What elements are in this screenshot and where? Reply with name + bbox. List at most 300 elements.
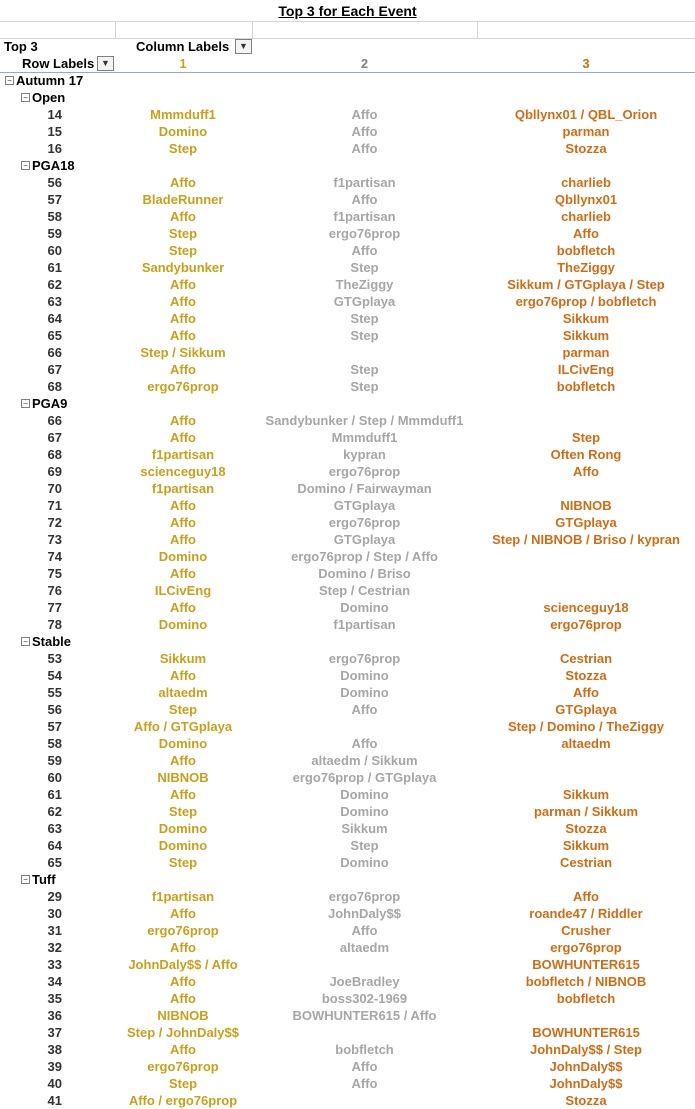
third-place-cell: Sikkum / GTGplaya / Step <box>507 277 665 292</box>
first-place-cell: JohnDaly$$ / Affo <box>128 957 238 972</box>
first-place-cell: f1partisan <box>151 447 215 462</box>
row-number-cell: 73 <box>47 532 62 547</box>
filter-funnel-icon: ▼ <box>239 41 248 51</box>
second-place-cell: Domino <box>340 685 389 700</box>
row-number-cell: 60 <box>47 770 62 785</box>
table-row <box>0 378 695 395</box>
row-number-cell: 31 <box>47 923 62 938</box>
table-row <box>0 735 695 752</box>
second-place-cell: f1partisan <box>333 175 396 190</box>
second-place-cell: ergo76prop <box>328 889 401 904</box>
table-row <box>0 293 695 310</box>
first-place-cell: Affo <box>170 277 196 292</box>
third-place-cell: charlieb <box>561 175 611 190</box>
row-number-cell: 59 <box>47 753 62 768</box>
row-number-cell: 37 <box>47 1025 62 1040</box>
row-filter-button[interactable] <box>97 56 114 71</box>
third-place-cell: charlieb <box>561 209 611 224</box>
third-place-cell: Crusher <box>561 923 611 938</box>
third-place-cell: bobfletch <box>556 379 616 394</box>
blank-row <box>0 21 695 39</box>
third-place-cell: Affo <box>573 226 599 241</box>
third-place-cell: parman / Sikkum <box>533 804 639 819</box>
third-place-cell: Sikkum <box>562 311 610 326</box>
first-place-cell: altaedm <box>158 685 208 700</box>
row-number-cell: 70 <box>47 481 62 496</box>
group-label-text: PGA9 <box>32 396 68 411</box>
event-label <box>21 89 65 106</box>
first-place-cell: Affo <box>170 787 196 802</box>
column-labels-header: Column Labels <box>136 39 230 54</box>
third-place-cell: Stozza <box>565 821 607 836</box>
table-row <box>0 208 695 225</box>
table-row <box>0 514 695 531</box>
row-number-cell: 69 <box>47 464 62 479</box>
row-number-cell: 35 <box>47 991 62 1006</box>
second-place-cell: Domino <box>340 804 389 819</box>
row-number-cell: 36 <box>47 1008 62 1023</box>
collapse-minus-icon[interactable]: − <box>5 76 14 85</box>
second-place-cell: f1partisan <box>333 209 396 224</box>
second-place-cell: Sandybunker / Step / Mmmduff1 <box>265 413 464 428</box>
event-group-row <box>0 395 695 412</box>
first-place-cell: BladeRunner <box>142 192 224 207</box>
event-label <box>21 871 56 888</box>
table-row <box>0 922 695 939</box>
group-label-text: Open <box>32 90 66 105</box>
table-row <box>0 752 695 769</box>
group-label-text: Tuff <box>32 872 56 887</box>
third-place-cell: Step / Domino / TheZiggy <box>508 719 664 734</box>
event-group-row <box>0 871 695 888</box>
second-place-cell: Step <box>350 311 379 326</box>
first-place-cell: Step <box>168 804 198 819</box>
group-label-text: PGA18 <box>32 158 75 173</box>
third-place-cell: parman <box>562 345 610 360</box>
table-row <box>0 123 695 140</box>
first-place-cell: Step / JohnDaly$$ <box>127 1025 239 1040</box>
column-filter-button[interactable] <box>235 39 252 54</box>
third-place-cell: ergo76prop / bobfletch <box>515 294 657 309</box>
first-place-cell: f1partisan <box>151 889 215 904</box>
table-row <box>0 990 695 1007</box>
second-place-cell: Affo <box>351 1076 378 1091</box>
table-row <box>0 106 695 123</box>
first-place-cell: Affo <box>170 175 196 190</box>
first-place-cell: Affo <box>170 362 196 377</box>
row-number-cell: 71 <box>47 498 62 513</box>
second-place-cell: Domino <box>340 668 389 683</box>
table-row <box>0 1024 695 1041</box>
first-place-cell: Affo <box>170 566 196 581</box>
table-row <box>0 718 695 735</box>
row-number-cell: 77 <box>47 600 62 615</box>
table-row <box>0 888 695 905</box>
row-number-cell: 60 <box>47 243 62 258</box>
event-group-row <box>0 157 695 174</box>
second-place-cell: Step / Cestrian <box>318 583 411 598</box>
third-place-cell: Stozza <box>565 1093 607 1108</box>
third-place-cell: Cestrian <box>559 855 613 870</box>
row-number-cell: 57 <box>47 192 62 207</box>
third-place-cell: Often Rong <box>550 447 622 462</box>
third-place-cell: JohnDaly$$ <box>549 1059 623 1074</box>
second-place-cell: Mmmduff1 <box>331 430 398 445</box>
table-row <box>0 684 695 701</box>
collapse-minus-icon[interactable]: − <box>21 875 30 884</box>
table-row <box>0 786 695 803</box>
table-row <box>0 310 695 327</box>
third-place-cell: JohnDaly$$ <box>549 1076 623 1091</box>
second-place-cell: GTGplaya <box>333 532 396 547</box>
table-row <box>0 854 695 871</box>
table-row <box>0 480 695 497</box>
table-row <box>0 939 695 956</box>
third-place-cell: Sikkum <box>562 787 610 802</box>
row-number-cell: 40 <box>47 1076 62 1091</box>
third-place-cell: BOWHUNTER615 <box>532 957 640 972</box>
pivot-name-label: Top 3 <box>4 39 38 54</box>
first-place-cell: Domino <box>158 124 208 139</box>
third-place-cell: ergo76prop <box>550 940 622 955</box>
first-place-cell: Affo <box>170 1042 196 1057</box>
row-number-cell: 58 <box>47 209 62 224</box>
collapse-minus-icon[interactable]: − <box>21 161 30 170</box>
table-row <box>0 344 695 361</box>
first-place-cell: Step <box>168 702 198 717</box>
table-row <box>0 565 695 582</box>
event-group-row <box>0 89 695 106</box>
row-number-cell: 64 <box>47 311 62 326</box>
row-number-cell: 41 <box>47 1093 62 1108</box>
second-place-cell: TheZiggy <box>335 277 394 292</box>
table-row <box>0 1092 695 1109</box>
row-number-cell: 61 <box>47 260 62 275</box>
collapse-minus-icon[interactable]: − <box>21 637 30 646</box>
first-place-cell: Step <box>168 226 198 241</box>
second-place-cell: Domino <box>340 600 389 615</box>
row-number-cell: 30 <box>47 906 62 921</box>
title-row <box>0 0 695 22</box>
first-place-cell: Affo <box>170 430 196 445</box>
third-place-cell: bobfletch / NIBNOB <box>525 974 647 989</box>
first-place-cell: Affo / ergo76prop <box>128 1093 238 1108</box>
row-number-cell: 62 <box>47 277 62 292</box>
second-place-cell: ergo76prop / GTGplaya <box>292 770 437 785</box>
row-number-cell: 66 <box>47 345 62 360</box>
first-place-cell: ergo76prop <box>147 923 219 938</box>
table-row <box>0 1041 695 1058</box>
row-number-cell: 63 <box>47 821 62 836</box>
first-place-cell: Domino <box>158 549 208 564</box>
first-place-cell: ILCivEng <box>154 583 212 598</box>
third-place-cell: BOWHUNTER615 <box>532 1025 640 1040</box>
table-row <box>0 650 695 667</box>
row-number-cell: 58 <box>47 736 62 751</box>
row-number-cell: 16 <box>47 141 62 156</box>
third-place-cell: roande47 / Riddler <box>529 906 643 921</box>
table-row <box>0 1058 695 1075</box>
row-number-cell: 57 <box>47 719 62 734</box>
second-place-cell: altaedm / Sikkum <box>311 753 418 768</box>
row-number-cell: 68 <box>47 447 62 462</box>
table-row <box>0 769 695 786</box>
second-place-cell: Affo <box>351 124 378 139</box>
season-group-row <box>0 72 695 89</box>
third-place-cell: ILCivEng <box>557 362 615 377</box>
third-place-cell: GTGplaya <box>555 702 617 717</box>
grid-line <box>477 21 478 38</box>
collapse-minus-icon[interactable]: − <box>21 93 30 102</box>
table-row <box>0 225 695 242</box>
row-number-cell: 67 <box>47 430 62 445</box>
row-number-cell: 15 <box>47 124 62 139</box>
second-place-cell: Step <box>350 838 379 853</box>
first-place-cell: Domino <box>158 821 208 836</box>
first-place-cell: Affo <box>170 600 196 615</box>
table-row <box>0 1075 695 1092</box>
table-row <box>0 973 695 990</box>
table-row <box>0 361 695 378</box>
table-row <box>0 820 695 837</box>
first-place-cell: Affo <box>170 294 196 309</box>
third-place-cell: Step <box>571 430 601 445</box>
third-place-cell: Affo <box>573 464 599 479</box>
table-row <box>0 1007 695 1024</box>
column-header-1: 1 <box>179 56 187 71</box>
second-place-cell: Affo <box>351 243 378 258</box>
table-row <box>0 956 695 973</box>
row-number-cell: 54 <box>47 668 62 683</box>
row-number-cell: 68 <box>47 379 62 394</box>
third-place-cell: parman <box>562 124 610 139</box>
third-place-cell: JohnDaly$$ / Step <box>530 1042 642 1057</box>
row-number-cell: 33 <box>47 957 62 972</box>
first-place-cell: Affo <box>170 515 196 530</box>
row-number-cell: 53 <box>47 651 62 666</box>
second-place-cell: ergo76prop <box>328 464 401 479</box>
first-place-cell: Step <box>168 855 198 870</box>
table-row <box>0 174 695 191</box>
row-number-cell: 56 <box>47 702 62 717</box>
row-number-cell: 78 <box>47 617 62 632</box>
table-row <box>0 701 695 718</box>
filter-funnel-icon: ▼ <box>101 58 110 68</box>
second-place-cell: Affo <box>351 1059 378 1074</box>
third-place-cell: NIBNOB <box>560 498 612 513</box>
table-row <box>0 140 695 157</box>
table-row <box>0 259 695 276</box>
first-place-cell: Affo <box>170 991 196 1006</box>
first-place-cell: Affo <box>170 209 196 224</box>
second-place-cell: Step <box>350 362 379 377</box>
row-number-cell: 34 <box>47 974 62 989</box>
second-place-cell: kypran <box>343 447 386 462</box>
second-place-cell: altaedm <box>339 940 390 955</box>
second-place-cell: GTGplaya <box>333 294 396 309</box>
third-place-cell: TheZiggy <box>557 260 615 275</box>
grid-line <box>115 21 116 38</box>
first-place-cell: NIBNOB <box>157 770 209 785</box>
second-place-cell: Domino / Briso <box>318 566 411 581</box>
row-number-cell: 76 <box>47 583 62 598</box>
third-place-cell: Affo <box>573 685 599 700</box>
event-group-row <box>0 633 695 650</box>
row-number-cell: 38 <box>47 1042 62 1057</box>
season-label <box>5 72 83 89</box>
third-place-cell: ergo76prop <box>550 617 622 632</box>
third-place-cell: Qbllynx01 / QBL_Orion <box>514 107 658 122</box>
second-place-cell: Affo <box>351 702 378 717</box>
row-labels-header: Row Labels <box>22 56 95 71</box>
second-place-cell: ergo76prop <box>328 515 401 530</box>
row-number-cell: 72 <box>47 515 62 530</box>
grid-line <box>252 21 253 38</box>
row-number-cell: 14 <box>47 107 62 122</box>
row-number-cell: 65 <box>47 855 62 870</box>
first-place-cell: Step <box>168 1076 198 1091</box>
third-place-cell: Affo <box>573 889 599 904</box>
first-place-cell: Domino <box>158 838 208 853</box>
row-number-cell: 55 <box>47 685 62 700</box>
second-place-cell: Domino / Fairwayman <box>297 481 432 496</box>
row-number-cell: 59 <box>47 226 62 241</box>
first-place-cell: Step <box>168 141 198 156</box>
first-place-cell: Affo <box>170 413 196 428</box>
third-place-cell: scienceguy18 <box>543 600 629 615</box>
third-place-cell: Stozza <box>565 668 607 683</box>
row-number-cell: 61 <box>47 787 62 802</box>
second-place-cell: Domino <box>340 855 389 870</box>
table-row <box>0 531 695 548</box>
first-place-cell: Affo <box>170 328 196 343</box>
second-place-cell: ergo76prop / Step / Affo <box>291 549 438 564</box>
row-number-cell: 39 <box>47 1059 62 1074</box>
second-place-cell: Step <box>350 328 379 343</box>
row-number-cell: 74 <box>47 549 62 564</box>
table-row <box>0 582 695 599</box>
first-place-cell: Affo <box>170 940 196 955</box>
row-number-cell: 63 <box>47 294 62 309</box>
second-place-cell: JoeBradley <box>329 974 400 989</box>
event-label <box>21 633 71 650</box>
first-place-cell: Mmmduff1 <box>150 107 216 122</box>
second-place-cell: JohnDaly$$ <box>328 906 401 921</box>
row-number-cell: 65 <box>47 328 62 343</box>
first-place-cell: Sandybunker <box>141 260 225 275</box>
second-place-cell: ergo76prop <box>328 226 401 241</box>
second-place-cell: Step <box>350 379 379 394</box>
table-row <box>0 548 695 565</box>
second-place-cell: Affo <box>351 107 378 122</box>
table-row <box>0 837 695 854</box>
first-place-cell: ergo76prop <box>147 379 219 394</box>
first-place-cell: ergo76prop <box>147 1059 219 1074</box>
third-place-cell: Qbllynx01 <box>554 192 618 207</box>
first-place-cell: Affo <box>170 668 196 683</box>
table-row <box>0 191 695 208</box>
second-place-cell: Affo <box>351 141 378 156</box>
third-place-cell: Stozza <box>565 141 607 156</box>
first-place-cell: Affo <box>170 498 196 513</box>
second-place-cell: Domino <box>340 787 389 802</box>
first-place-cell: Affo <box>170 311 196 326</box>
table-row <box>0 446 695 463</box>
event-label <box>21 157 75 174</box>
table-row <box>0 276 695 293</box>
first-place-cell: f1partisan <box>151 481 215 496</box>
third-place-cell: Sikkum <box>562 328 610 343</box>
first-place-cell: Affo <box>170 532 196 547</box>
collapse-minus-icon[interactable]: − <box>21 399 30 408</box>
table-row <box>0 803 695 820</box>
first-place-cell: Affo <box>170 753 196 768</box>
table-row <box>0 463 695 480</box>
first-place-cell: Step / Sikkum <box>140 345 226 360</box>
second-place-cell: boss302-1969 <box>321 991 408 1006</box>
row-number-cell: 67 <box>47 362 62 377</box>
table-row <box>0 599 695 616</box>
first-place-cell: Sikkum <box>159 651 207 666</box>
group-label-text: Autumn 17 <box>16 73 84 88</box>
row-number-cell: 62 <box>47 804 62 819</box>
table-row <box>0 242 695 259</box>
first-place-cell: Step <box>168 243 198 258</box>
third-place-cell: Cestrian <box>559 651 613 666</box>
second-place-cell: Affo <box>351 192 378 207</box>
third-place-cell: GTGplaya <box>555 515 617 530</box>
first-place-cell: NIBNOB <box>157 1008 209 1023</box>
third-place-cell: bobfletch <box>556 243 616 258</box>
row-number-cell: 29 <box>47 889 62 904</box>
second-place-cell: ergo76prop <box>328 651 401 666</box>
row-number-cell: 56 <box>47 175 62 190</box>
third-place-cell: Sikkum <box>562 838 610 853</box>
second-place-cell: GTGplaya <box>333 498 396 513</box>
pivot-title: Top 3 for Each Event <box>278 3 417 19</box>
second-place-cell: Step <box>350 260 379 275</box>
first-place-cell: Domino <box>158 736 208 751</box>
third-place-cell: bobfletch <box>556 991 616 1006</box>
table-row <box>0 429 695 446</box>
table-row <box>0 497 695 514</box>
column-header-3: 3 <box>582 56 590 71</box>
second-place-cell: Affo <box>351 736 378 751</box>
second-place-cell: Affo <box>351 923 378 938</box>
table-row <box>0 412 695 429</box>
row-number-cell: 64 <box>47 838 62 853</box>
column-header-2: 2 <box>360 56 369 71</box>
first-place-cell: Affo / GTGplaya <box>133 719 233 734</box>
group-label-text: Stable <box>32 634 72 649</box>
first-place-cell: Domino <box>158 617 208 632</box>
table-row <box>0 327 695 344</box>
first-place-cell: Affo <box>170 906 196 921</box>
second-place-cell: f1partisan <box>333 617 396 632</box>
second-place-cell: Sikkum <box>341 821 388 836</box>
first-place-cell: scienceguy18 <box>140 464 226 479</box>
third-place-cell: Step / NIBNOB / Briso / kypran <box>492 532 680 547</box>
table-row <box>0 667 695 684</box>
table-row <box>0 616 695 633</box>
row-number-cell: 75 <box>47 566 62 581</box>
second-place-cell: BOWHUNTER615 / Affo <box>292 1008 437 1023</box>
third-place-cell: altaedm <box>561 736 611 751</box>
second-place-cell: bobfletch <box>335 1042 394 1057</box>
row-number-cell: 32 <box>47 940 62 955</box>
event-label <box>21 395 67 412</box>
table-row <box>0 905 695 922</box>
